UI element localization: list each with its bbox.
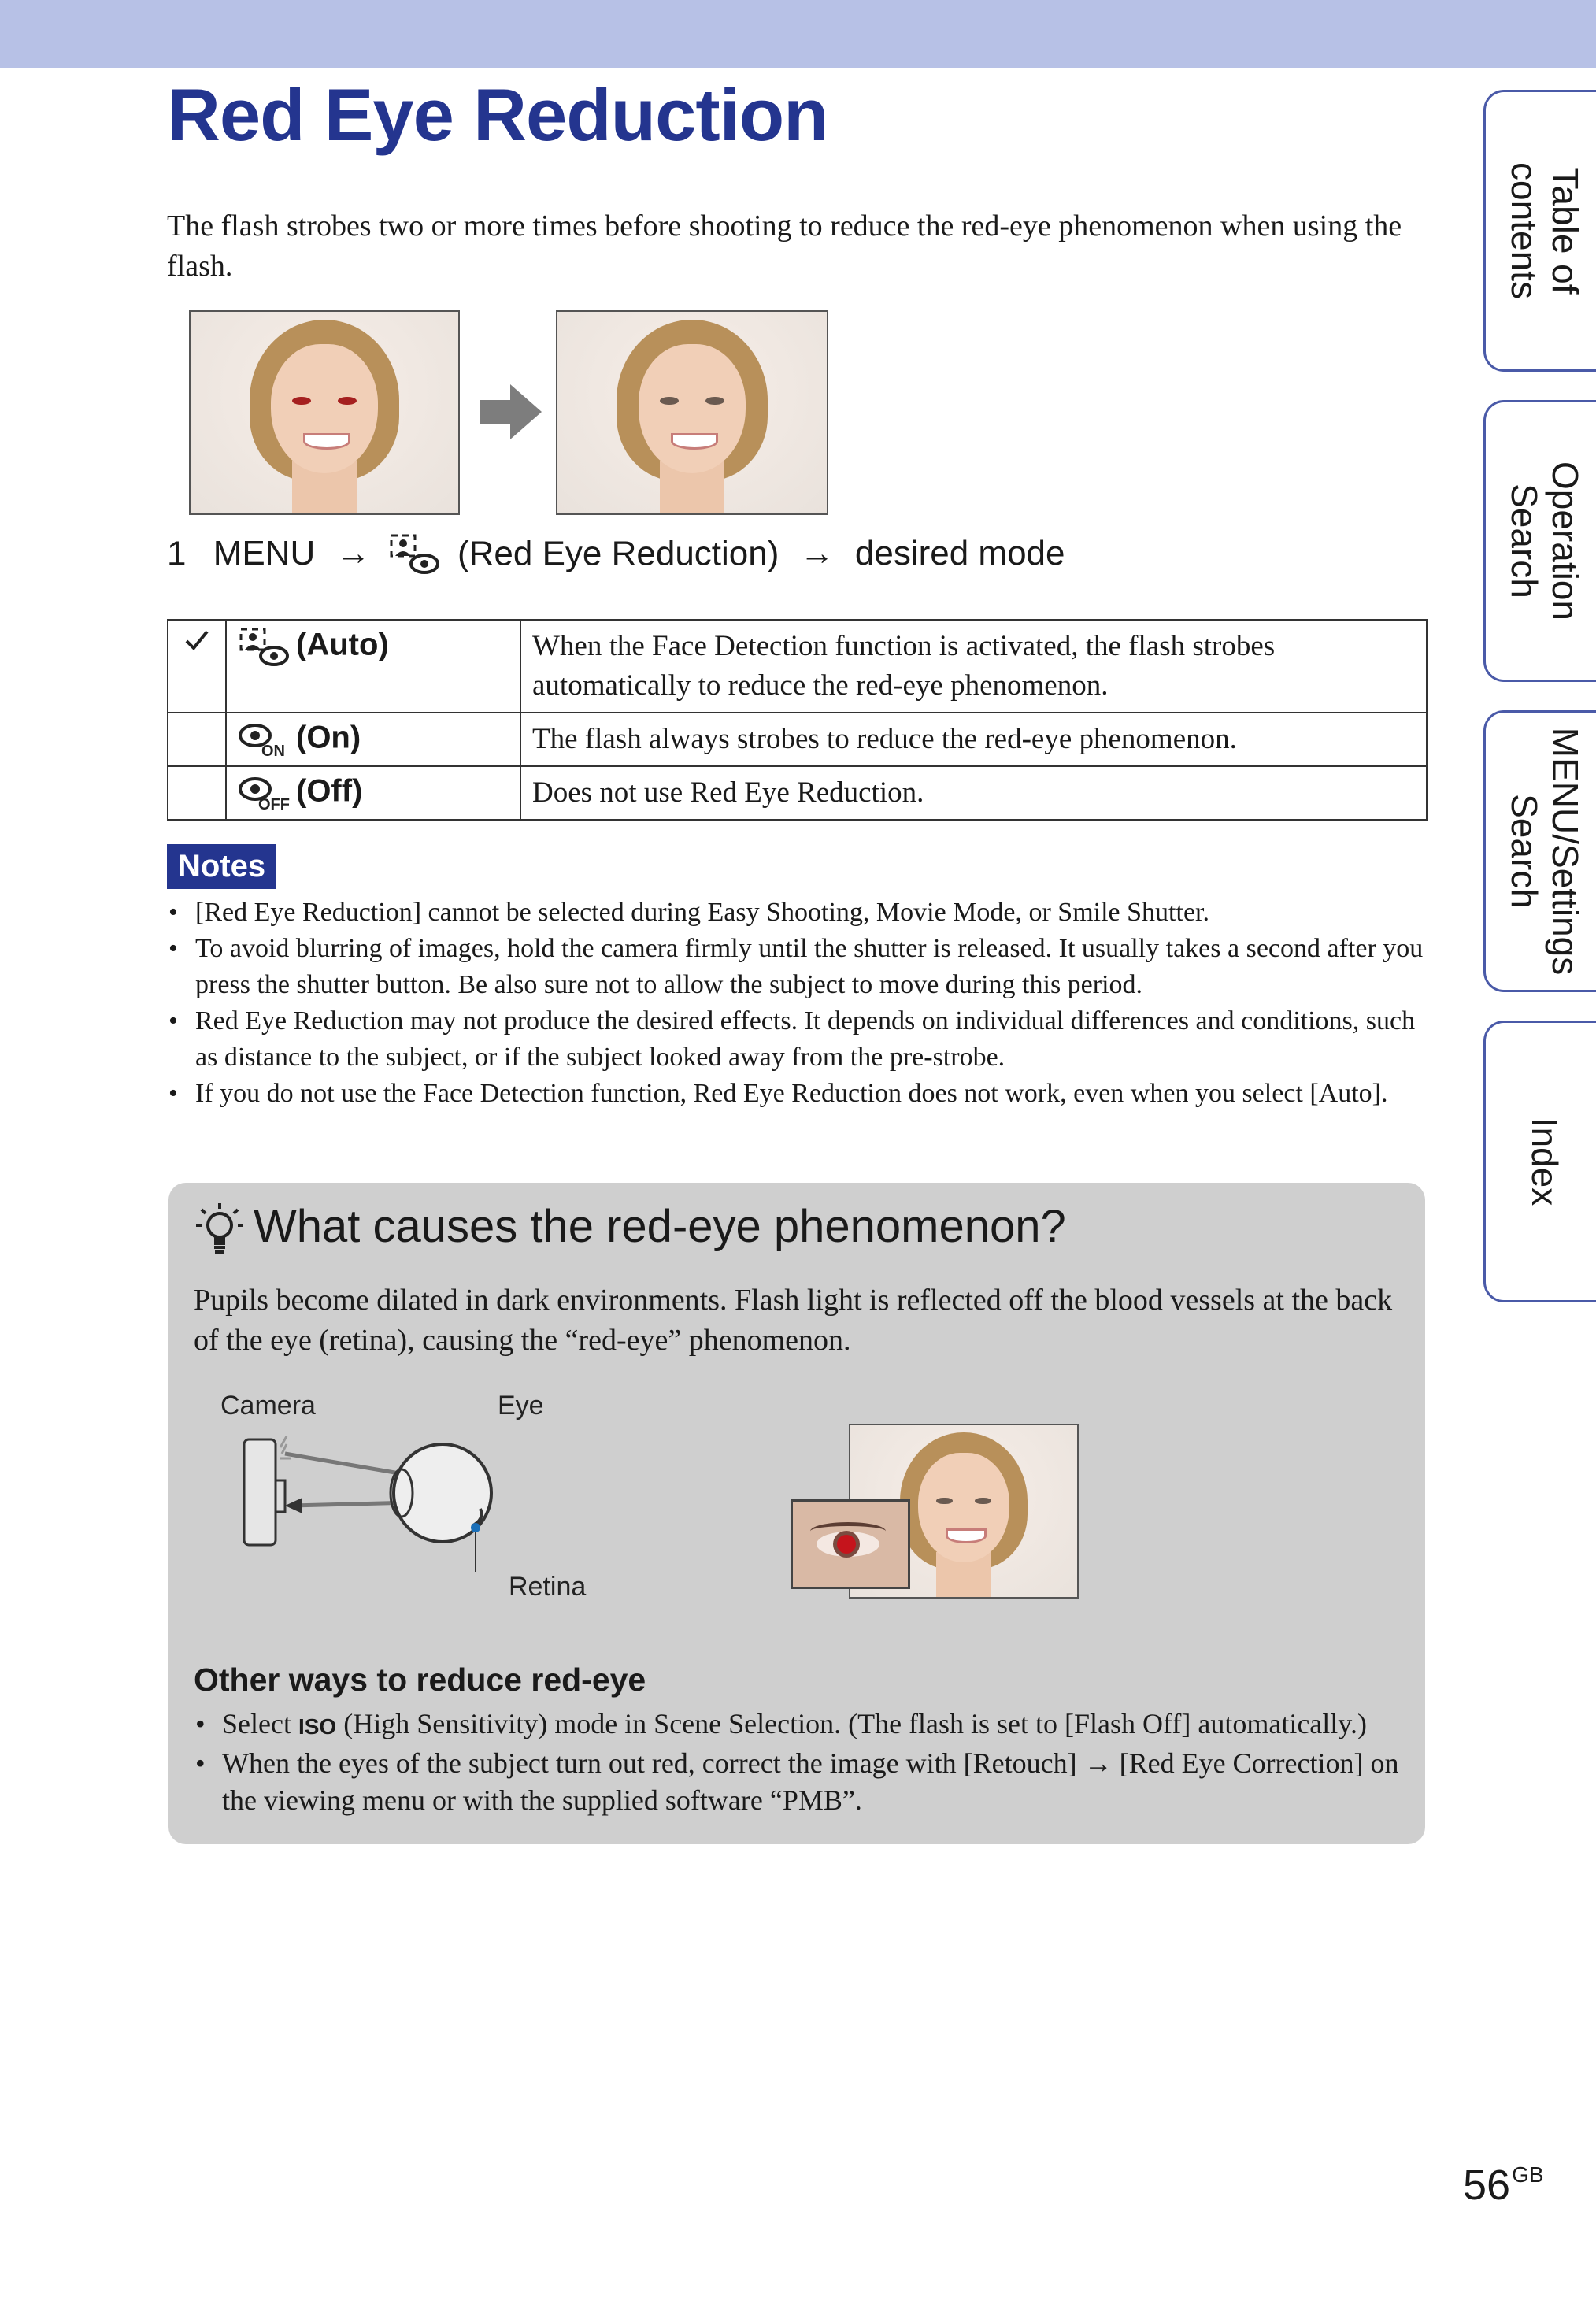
page-number: [1463, 2161, 1544, 2210]
mode-description: The flash always strobes to reduce the red-eye phenomenon.: [520, 713, 1427, 766]
photo-before: [189, 310, 460, 515]
step-target: desired mode: [854, 534, 1065, 573]
mode-table: [167, 619, 1428, 821]
intro-text: The flash strobes two or more times before shooting to reduce the red-eye phenomenon when using the flash.: [167, 209, 1402, 283]
item-text: Select: [222, 1708, 291, 1739]
red-eye-closeup: [791, 1499, 910, 1589]
step-arrow-2: →: [799, 534, 835, 573]
mode-on[interactable]: [226, 713, 520, 766]
mode-description: When the Face Detection function is activated, the flash strobes automatically to reduce the red-eye phenomenon.: [520, 620, 1427, 713]
hint-body: Pupils become dilated in dark environments. Flash light is reflected off the blood vessels at the back of the eye (retina), causing the “red-eye” phenomenon.: [194, 1284, 1393, 1357]
red-eye-auto-icon: [238, 627, 290, 666]
red-eye-diagram: [239, 1433, 539, 1583]
tab-table-of-contents[interactable]: [1483, 90, 1596, 372]
list-item: • [Red Eye Reduction] cannot be selected during Easy Shooting, Movie Mode, or Smile Shutter.: [167, 895, 1435, 931]
svg-text:OFF: OFF: [258, 796, 290, 813]
tab-label: Operation Search: [1504, 461, 1586, 621]
high-sensitivity-icon: ISO: [298, 1714, 337, 1739]
tab-label: MENU/Settings Search: [1504, 727, 1586, 976]
tab-menu-settings-search[interactable]: [1483, 710, 1596, 992]
red-eye-off-icon: [238, 773, 290, 813]
mode-label: (On): [296, 720, 361, 755]
red-eye-reduction-icon: [388, 532, 440, 575]
step-number: 1: [167, 534, 187, 573]
step-arrow-1: →: [335, 534, 371, 573]
mode-selected-cell: [168, 713, 226, 766]
lightbulb-hint-icon: [194, 1200, 246, 1260]
tab-label: Table of contents: [1504, 162, 1586, 299]
checkmark-icon: [183, 627, 210, 654]
hint-title: What causes the red-eye phenomenon?: [254, 1201, 1066, 1252]
tab-index[interactable]: [1483, 1021, 1596, 1302]
table-row: [168, 713, 1427, 766]
mode-label: (Auto): [296, 627, 389, 662]
label-eye: Eye: [498, 1391, 544, 1421]
header-bar: [0, 0, 1596, 68]
mode-description: Does not use Red Eye Reduction.: [520, 766, 1427, 820]
page-title: Red Eye Reduction: [167, 73, 828, 156]
step-menu: MENU: [213, 534, 316, 573]
mode-auto[interactable]: [226, 620, 520, 713]
list-item: • When the eyes of the subject turn out red, correct the image with [Retouch] → [Red Eye Correction] on the viewing menu or with the supplied software “PMB”.: [194, 1745, 1406, 1819]
hint-box: [168, 1183, 1425, 1844]
table-row: [168, 766, 1427, 820]
red-eye-on-icon: [238, 720, 290, 759]
table-row: [168, 620, 1427, 713]
notes-list: [167, 895, 1435, 1112]
label-retina: Retina: [509, 1572, 587, 1602]
mode-off[interactable]: [226, 766, 520, 820]
arrow-right-icon: [480, 384, 542, 439]
item-text: (High Sensitivity) mode in Scene Selection. (The flash is set to [Flash Off] automatically.): [336, 1708, 1367, 1739]
label-camera: Camera: [220, 1391, 316, 1421]
list-item: • To avoid blurring of images, hold the camera firmly until the shutter is released. It usually takes a second after you press the shutter button. Be also sure not to allow the subject to move during this period.: [167, 931, 1435, 1003]
tab-operation-search[interactable]: [1483, 400, 1596, 682]
list-item: • Red Eye Reduction may not produce the desired effects. It depends on individual differences and conditions, such as distance to the subject, or if the subject looked away from the pre-strobe.: [167, 1003, 1435, 1076]
photo-after: [556, 310, 828, 515]
list-item: • If you do not use the Face Detection function, Red Eye Reduction does not work, even when you select [Auto].: [167, 1076, 1435, 1112]
mode-selected-cell: [168, 766, 226, 820]
page-suffix: GB: [1512, 2162, 1544, 2187]
step-instruction: [167, 532, 1065, 575]
notes-label: Notes: [167, 844, 276, 889]
mode-selected-cell: [168, 620, 226, 713]
list-item: [194, 1706, 1406, 1745]
other-ways-list: [194, 1706, 1406, 1819]
svg-text:ON: ON: [261, 743, 285, 759]
tab-label: Index: [1524, 1117, 1565, 1206]
mode-label: (Off): [296, 773, 363, 809]
step-function: (Red Eye Reduction): [457, 534, 779, 573]
page-number-value: 56: [1463, 2162, 1511, 2209]
other-ways-title: Other ways to reduce red-eye: [194, 1662, 646, 1698]
